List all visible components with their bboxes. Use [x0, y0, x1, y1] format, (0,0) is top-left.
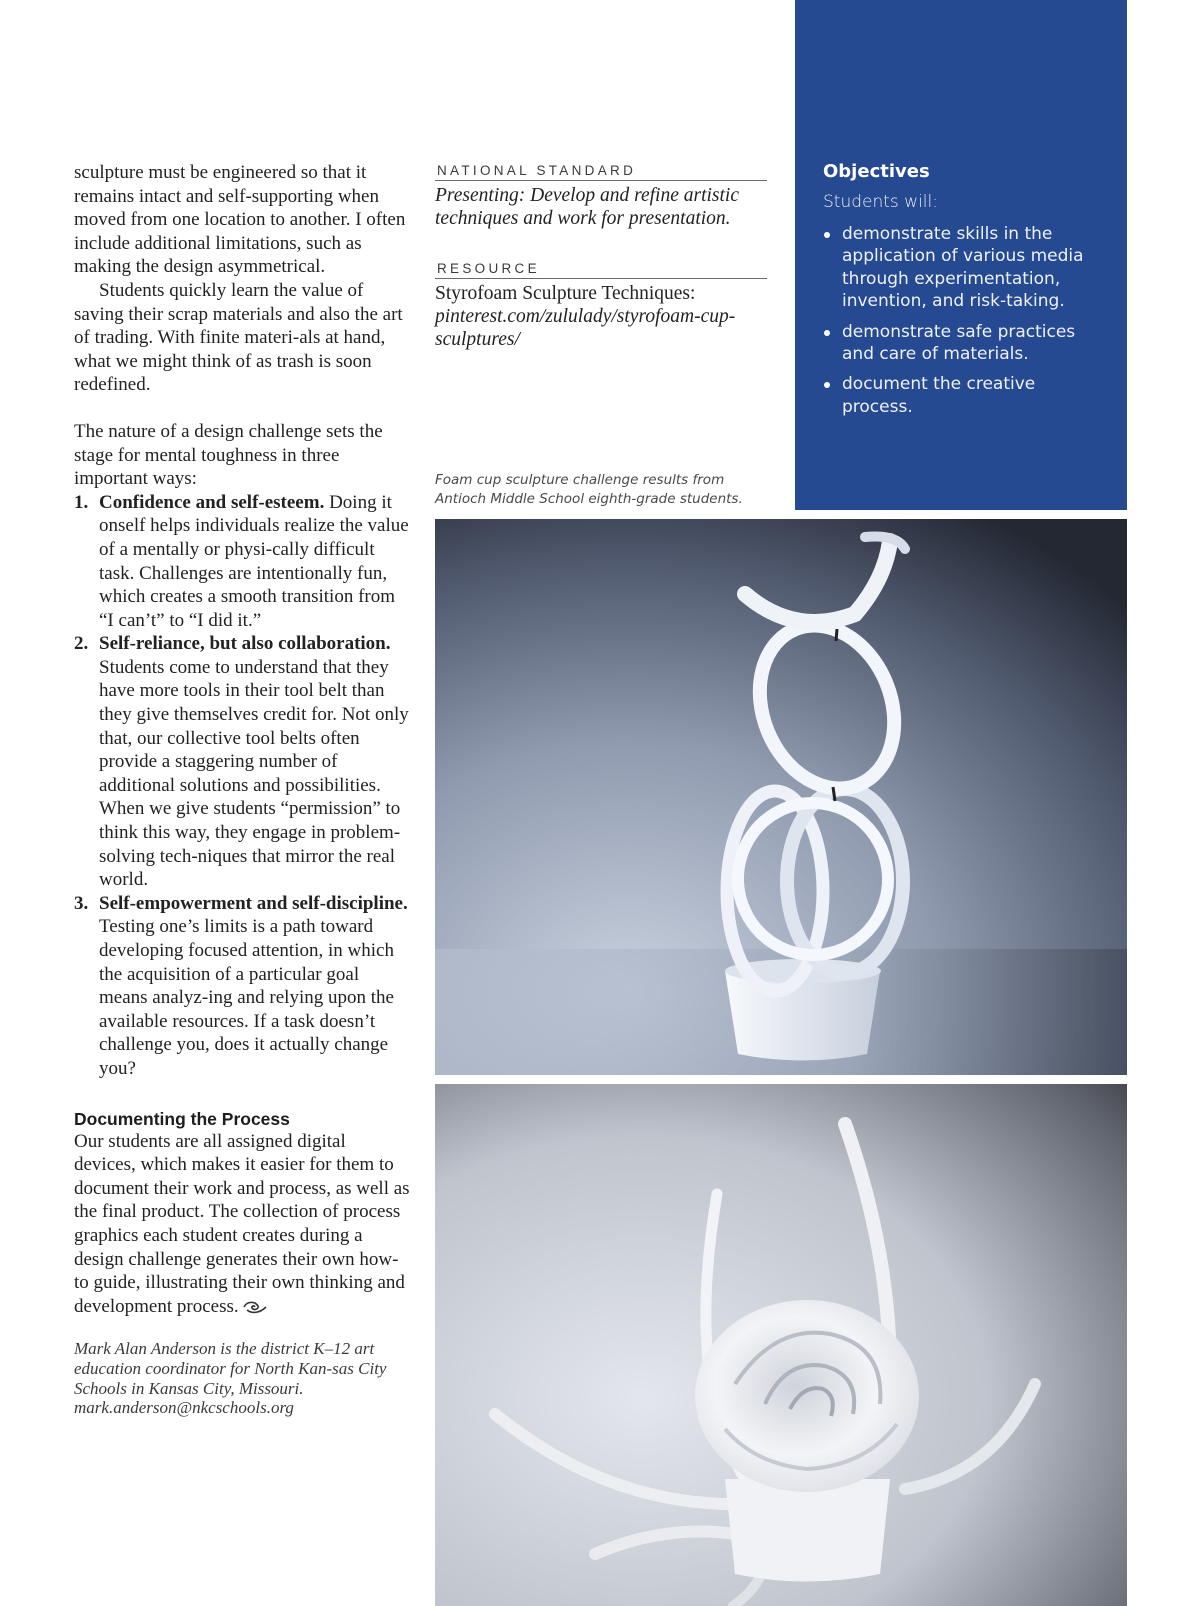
list-item-body: Students come to understand that they have more tools in their tool belt than they give themselves credit for. Not only that, our collective tool belts often provide a staggering number of additional solutions and possibilities. When we give students “permission” to think this way, they engage in problem-solving tech-niques that mirror the real world. — [99, 656, 409, 891]
ring-sculpture-image — [435, 519, 1127, 1075]
sidebar-notes — [435, 163, 767, 351]
objective-item: document the creative process. — [823, 373, 1109, 418]
mental-toughness-list — [74, 491, 410, 1081]
list-item — [74, 632, 410, 892]
paragraph-scrap-materials: Students quickly learn the value of saving their scrap materials and also the art of trading. With finite materi-als at hand, what we might think of as trash is soon redefined. — [74, 279, 403, 396]
objective-item: demonstrate safe practices and care of materials. — [823, 321, 1109, 366]
rose-sculpture-image — [435, 1084, 1127, 1606]
list-item-title: Confidence and self-esteem. — [99, 491, 325, 513]
objectives-heading: Objectives — [823, 161, 930, 182]
objectives-box — [795, 0, 1127, 510]
swirl-end-mark-icon — [242, 1300, 268, 1314]
list-item-body: Testing one’s limits is a path toward developing focused attention, in which the acquisition of a particular goal means analyz-ing and relying upon the available resources. If a task doesn’t challenge you, does it actually change you? — [99, 916, 394, 1079]
sculpture-photo-rings — [435, 519, 1127, 1075]
national-standard-block — [435, 163, 767, 230]
list-item-title: Self-reliance, but also collaboration. — [99, 633, 391, 655]
objective-item: demonstrate skills in the application of various media through experimentation, invention, and risk-taking. — [823, 223, 1109, 313]
sculpture-photo-rose — [435, 1084, 1127, 1606]
list-item — [74, 491, 410, 633]
list-item-title: Self-empowerment and self-discipline. — [99, 892, 408, 914]
article-body — [74, 161, 410, 1418]
resource-block — [435, 261, 767, 351]
list-item-body: Doing it onself helps individuals realize the value of a mentally or physi-cally difficult task. Challenges are intentionally fun, which creates a smooth transition from “I can’t” to “I did it.” — [99, 491, 409, 631]
author-bio: Mark Alan Anderson is the district K–12 art education coordinator for North Kan-sas City Schools in Kansas City, Missouri. mark.anderson@nkcschools.org — [74, 1339, 387, 1418]
resource-link[interactable]: pinterest.com/zululady/styrofoam-cup-sculptures/ — [435, 306, 736, 350]
paragraph-continued: sculpture must be engineered so that it remains intact and self-supporting when moved from one location to another. I often include additional limitations, such as making the design asymmetrical. — [74, 162, 406, 278]
section-heading: Documenting the Process — [74, 1108, 290, 1129]
resource-title: Styrofoam Sculpture Techniques: — [435, 283, 696, 304]
list-number: 3. — [74, 892, 89, 914]
photo-caption: Foam cup sculpture challenge results from Antioch Middle School eighth-grade students. — [435, 472, 743, 507]
list-item — [74, 892, 410, 1081]
objectives-list — [823, 223, 1109, 418]
resource-label: RESOURCE — [435, 261, 767, 279]
paragraph-documenting: Our students are all assigned digital devices, which makes it easier for them to document their work and process, as well as the final product. The collection of process graphics each student creates during a design challenge generates their own how-to guide, illustrating their own thinking and development process. — [74, 1130, 410, 1317]
paragraph-design-challenge: The nature of a design challenge sets the stage for mental toughness in three important ways: — [74, 420, 383, 490]
national-standard-text: Presenting: Develop and refine artistic techniques and work for presentation. — [435, 185, 739, 229]
list-number: 1. — [74, 491, 89, 513]
list-number: 2. — [74, 633, 89, 655]
national-standard-label: NATIONAL STANDARD — [435, 163, 767, 181]
objectives-lead: Students will: — [823, 192, 938, 212]
